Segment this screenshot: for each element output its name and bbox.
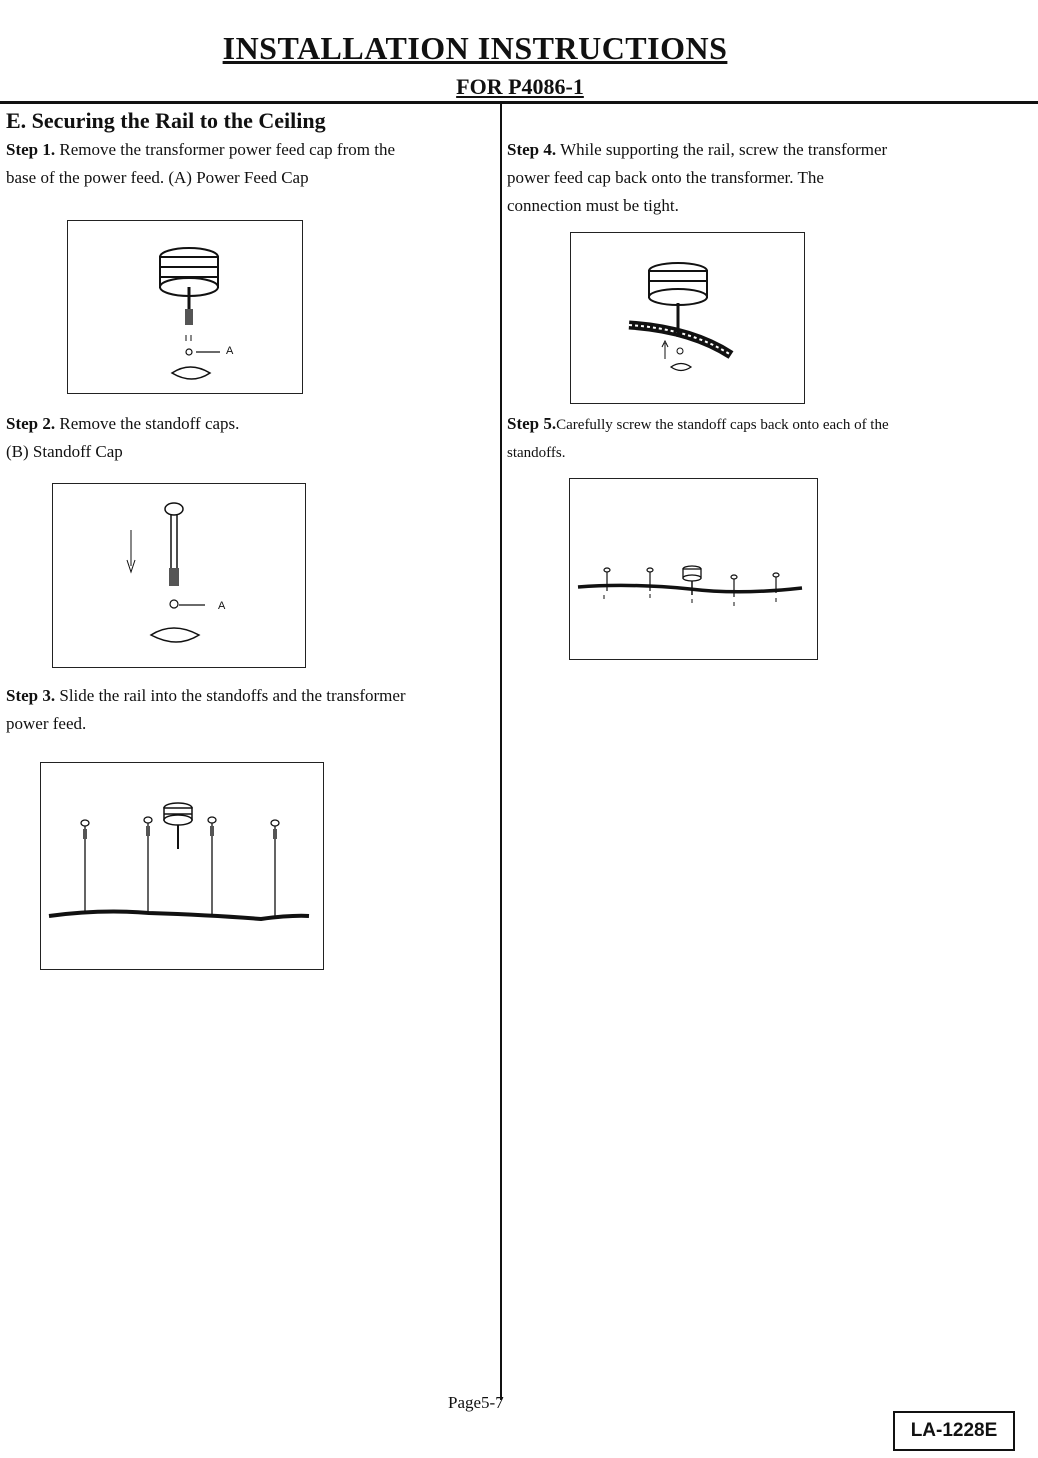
document-code: LA-1228E [893,1411,1015,1451]
power-feed-cap-illustration [68,221,302,393]
step-4-figure [570,232,805,404]
screw-standoff-caps-illustration [570,479,817,659]
section-title: E. Securing the Rail to the Ceiling [6,108,326,133]
step-5-label: Step 5. [507,414,557,433]
step-2-text-line1: Remove the standoff caps. [59,414,240,433]
step-2-figure-label: A [218,600,226,612]
page-subtitle: FOR P4086-1 [456,74,584,99]
page-number: Page5-7 [448,1393,504,1412]
screw-cap-onto-transformer-illustration [571,233,804,403]
step-1 [6,136,496,192]
rail-into-standoffs-illustration [41,763,323,969]
step-2-text-line2: (B) Standoff Cap [6,442,123,461]
step-5-text-line1: Carefully screw the standoff caps back onto each of the [556,417,889,433]
header-divider [0,101,1038,104]
step-3-text-line2: power feed. [6,714,87,733]
step-2-label: Step 2. [6,414,56,433]
step-3-figure [40,762,324,970]
step-2-figure [52,483,306,668]
step-1-text-line1: Remove the transformer power feed cap from the [59,140,395,159]
step-4-text-line2: power feed cap back onto the transformer. The [507,168,824,187]
step-1-figure [67,220,303,394]
step-1-text-line2: base of the power feed. (A) Power Feed Cap [6,168,309,187]
step-4 [507,136,1027,220]
step-4-label: Step 4. [507,140,557,159]
step-3-label: Step 3. [6,686,56,705]
step-4-text-line3: connection must be tight. [507,196,679,215]
step-3 [6,682,496,738]
step-4-text-line1: While supporting the rail, screw the transformer [560,140,888,159]
column-divider [500,104,502,1400]
step-2 [6,410,496,466]
step-3-text-line1: Slide the rail into the standoffs and the transformer [59,686,406,705]
page-title: INSTALLATION INSTRUCTIONS [222,30,728,66]
step-5-text-line2: standoffs. [507,445,566,461]
step-1-figure-label: A [226,345,234,357]
step-5-figure [569,478,818,660]
step-1-label: Step 1. [6,140,56,159]
step-5 [507,410,1027,467]
standoff-cap-illustration [53,484,305,667]
